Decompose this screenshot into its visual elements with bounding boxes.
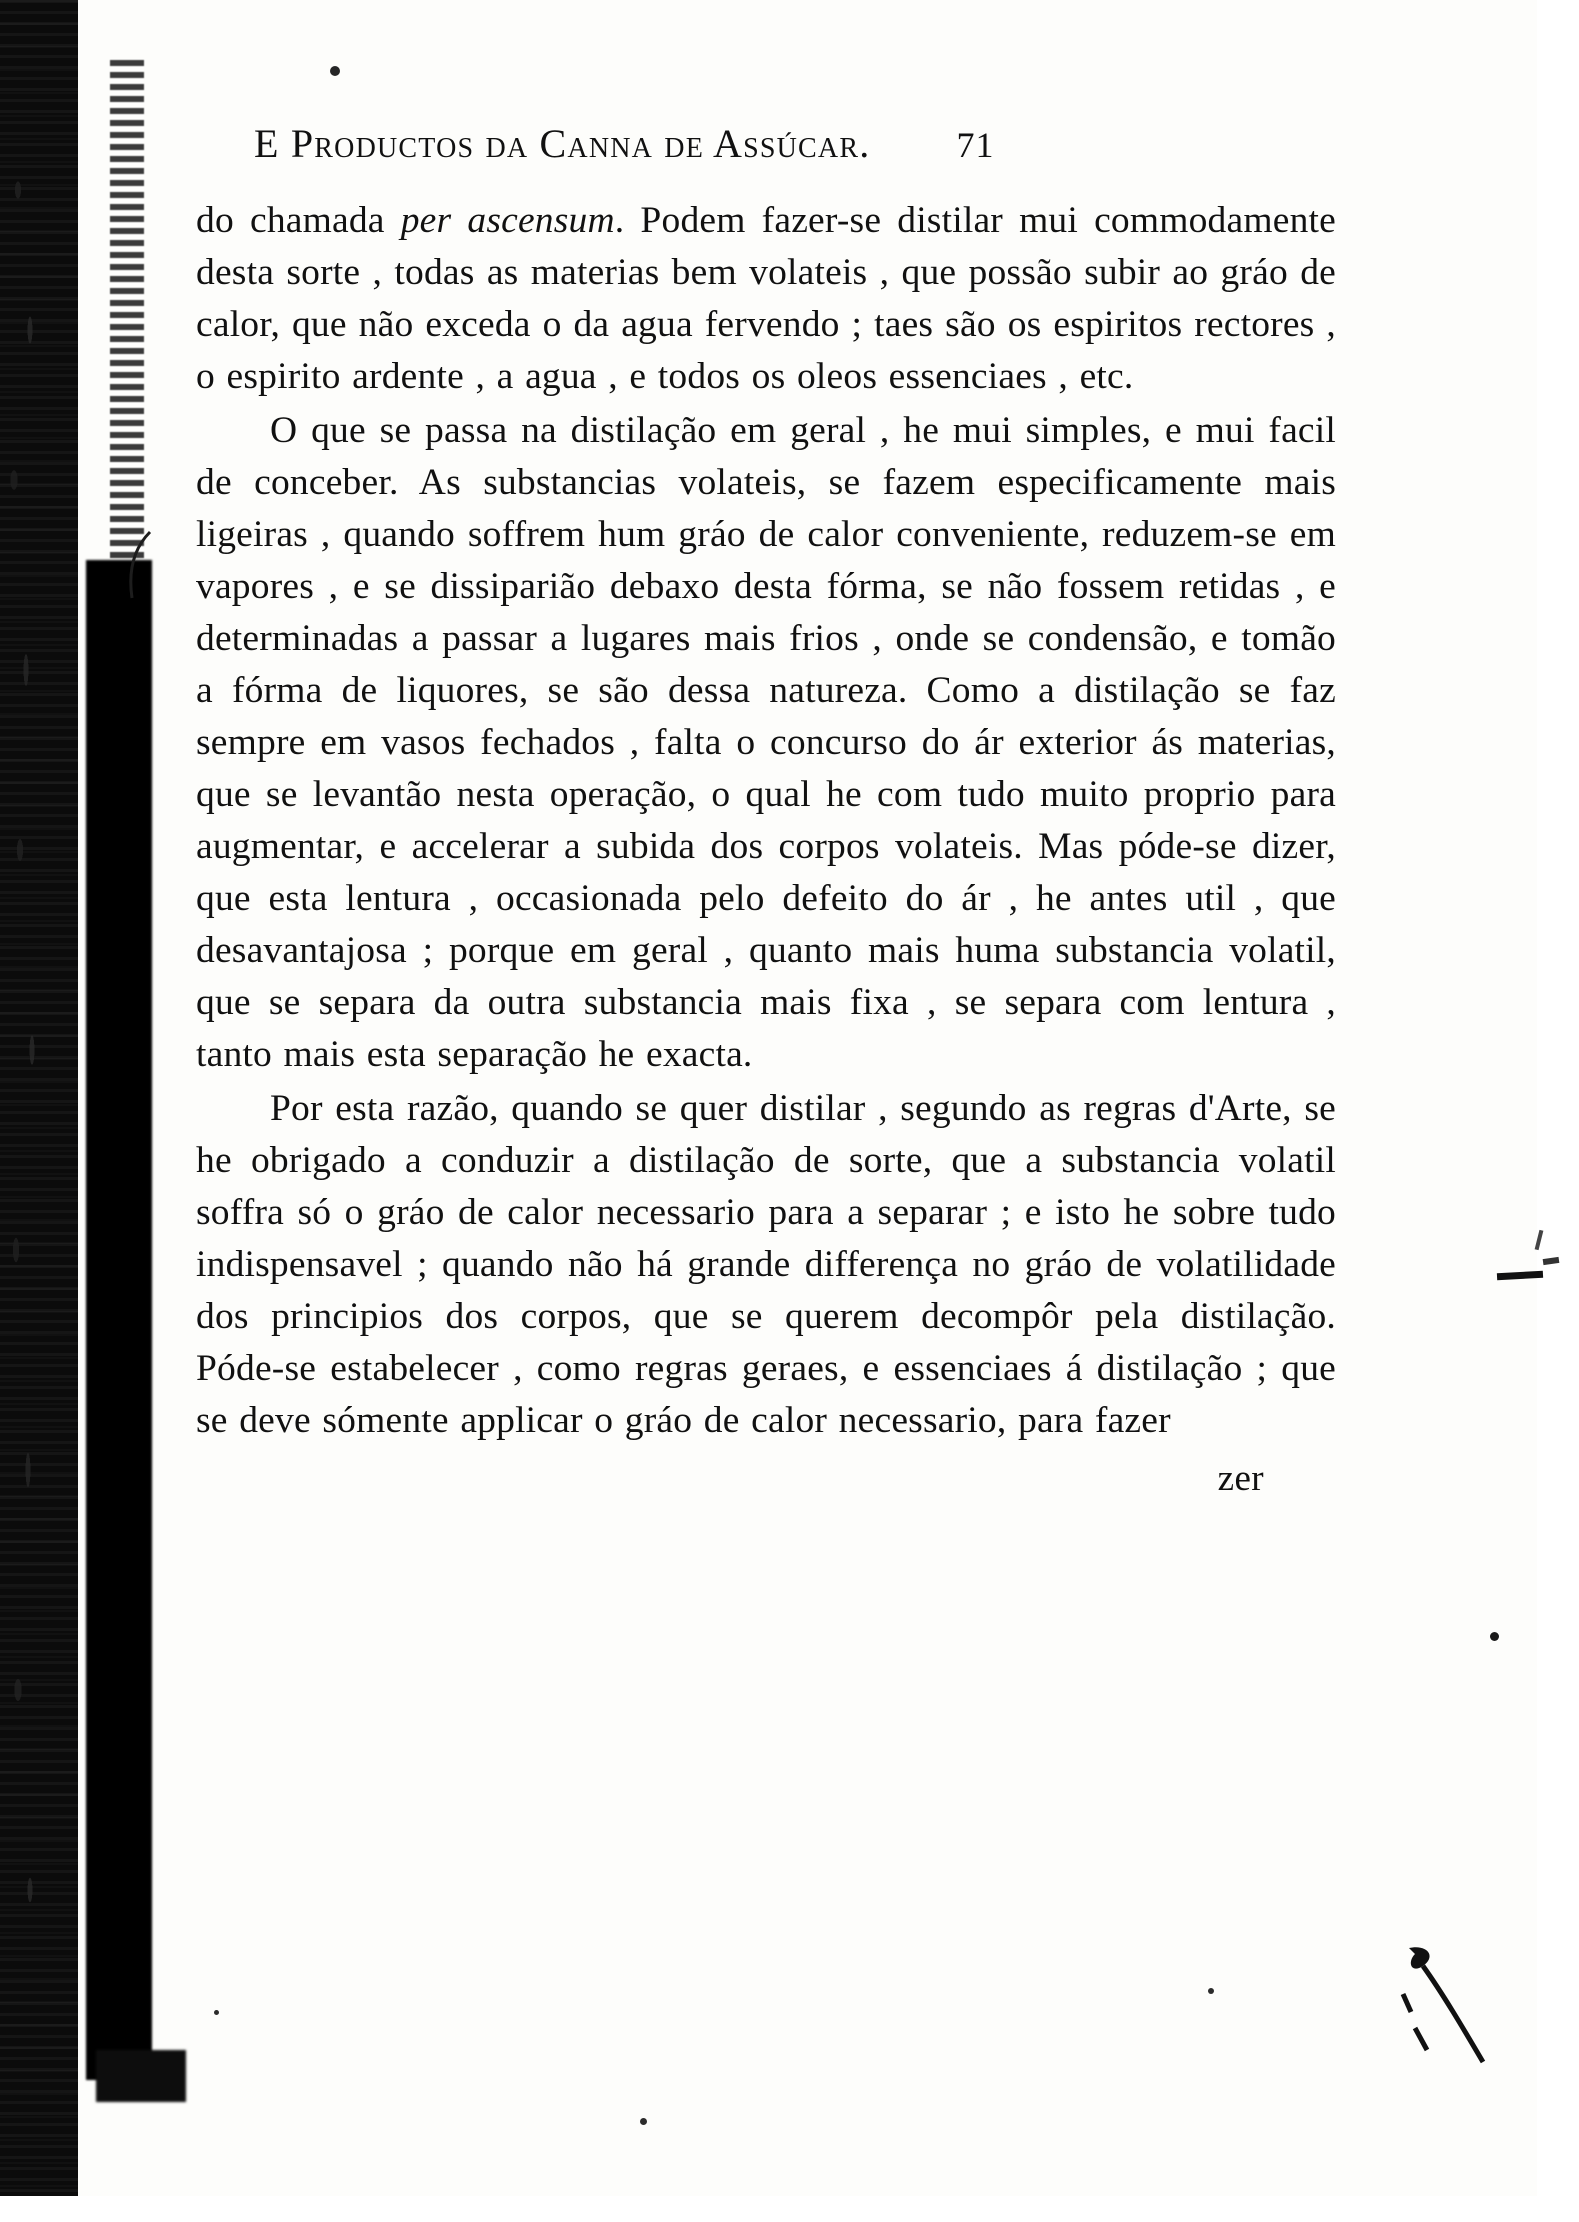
paragraph-3: Por esta razão, quando se quer distilar , segundo as regras d'Arte, se he obrigado a conduzir a distilação de sorte, que a substancia volatil soffra só o gráo de calor necessario para a separar ; e isto he sobre tudo indispensavel ; quando não há grande differença no gráo de volatilidade dos principios dos corpos, que se querem decompôr pela distilação. Póde-se estabelecer , como regras geraes, e essenciaes á distilação ; que se deve sómente applicar o gráo de calor necessario, para fazer xyxy=(196,1088,1336,1441)
margin-ink-dot xyxy=(1490,1632,1499,1641)
ink-speck-bottom-2 xyxy=(1208,1988,1214,1994)
ink-speck-bottom-3 xyxy=(214,2010,219,2015)
ink-speck-top xyxy=(330,66,340,76)
paragraph-2: O que se passa na distilação em geral , he mui simples, e mui facil de conceber. As substancias volateis, se fazem especificamente mais ligeiras , quando soffrem hum gráo de calor conveniente, reduzem-se em vapores , e se dissiparião debaxo desta fórma, se não fossem retidas , e determinadas a passar a lugares mais frios , onde se condensão, e tomão a fórma de liquores, se são dessa natureza. Como a distilação se faz sempre em vasos fechados , falta o concurso do ár exterior ás materias, que se levantão nesta operação, o qual he com tudo muito proprio para augmentar, e accelerar a subida dos corpos volateis. Mas póde-se dizer, que esta lentura , occasionada pelo defeito do ár , he antes util , que desavantajosa ; porque em geral , quanto mais huma substancia volatil, que se separa da outra substancia mais fixa , se separa com lentura , tanto mais esta separação he exacta. xyxy=(196,410,1336,1075)
right-margin-blank xyxy=(1537,0,1579,2222)
running-head xyxy=(254,120,1336,167)
catchword: zer xyxy=(1217,1458,1264,1499)
ink-smear-main xyxy=(86,560,152,2080)
pen-scribble-mark xyxy=(1397,1942,1507,2072)
bottom-margin-blank xyxy=(0,2196,1579,2222)
pen-hook-mark xyxy=(120,530,160,600)
running-head-title: E Productos da Canna de Assúcar. xyxy=(254,121,871,166)
ink-speck-bottom-1 xyxy=(640,2118,647,2125)
ink-smear-top xyxy=(110,60,144,580)
paragraph-1: do chamada per ascensum. Podem fazer-se distilar mui commodamente desta sorte , todas as materias bem volateis , que possão subir ao gráo de calor, que não exceda o da agua fervendo ; taes são os espiritos rectores , o espirito ardente , a agua , e todos os oleos essenciaes , etc. xyxy=(196,200,1336,397)
margin-speckles xyxy=(0,150,70,2050)
page-number: 71 xyxy=(956,125,995,165)
ink-smear-tail xyxy=(96,2050,186,2102)
page-text-block xyxy=(196,120,1336,1500)
